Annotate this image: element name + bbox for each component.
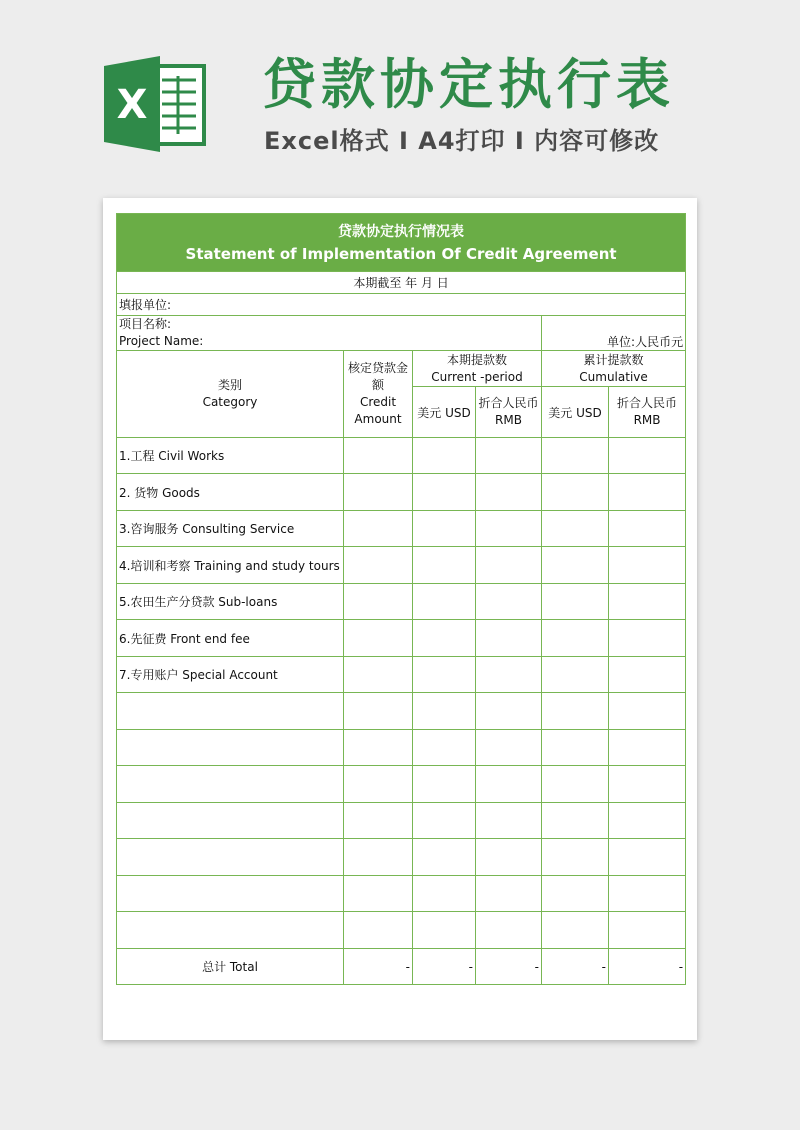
- data-cell[interactable]: [344, 657, 413, 693]
- data-cell[interactable]: [413, 584, 476, 620]
- data-cell[interactable]: [609, 912, 686, 949]
- table-row: [117, 876, 686, 912]
- data-cell[interactable]: [609, 547, 686, 584]
- data-cell[interactable]: [476, 730, 542, 766]
- category-cell[interactable]: 1.工程 Civil Works: [117, 438, 344, 474]
- table-row: [117, 693, 686, 730]
- table-row: [117, 620, 686, 657]
- excel-icon: [100, 56, 208, 152]
- data-cell[interactable]: [117, 912, 344, 949]
- cumulative-header-en: Cumulative: [579, 369, 648, 384]
- project-name-cell: [117, 316, 542, 351]
- data-cell[interactable]: [344, 438, 413, 474]
- data-cell[interactable]: [542, 876, 609, 912]
- table-row: [117, 511, 686, 547]
- data-cell[interactable]: [609, 474, 686, 511]
- data-cell[interactable]: [609, 657, 686, 693]
- credit-amount-header: [344, 351, 413, 438]
- data-cell[interactable]: [542, 511, 609, 547]
- data-cell[interactable]: [542, 839, 609, 876]
- table-row: [117, 912, 686, 949]
- data-cell[interactable]: [542, 620, 609, 657]
- credit-amount-header-cn: 核定贷款金额: [347, 361, 408, 392]
- data-cell[interactable]: [609, 730, 686, 766]
- data-cell[interactable]: [476, 620, 542, 657]
- table-row: [117, 657, 686, 693]
- data-cell[interactable]: [609, 876, 686, 912]
- data-cell[interactable]: [476, 766, 542, 803]
- category-cell[interactable]: 6.先征费 Front end fee: [117, 620, 344, 657]
- data-cell[interactable]: [344, 803, 413, 839]
- data-cell[interactable]: [413, 657, 476, 693]
- data-cell[interactable]: [344, 876, 413, 912]
- total-value[interactable]: -: [413, 949, 476, 985]
- current-usd-header: 美元 USD: [413, 387, 476, 438]
- data-cell[interactable]: [117, 730, 344, 766]
- fill-unit-cell: 填报单位:: [117, 294, 686, 316]
- table-row: [117, 474, 686, 511]
- current-period-header-cn: 本期提款数: [446, 352, 507, 367]
- sheet-title: [117, 214, 686, 272]
- data-cell[interactable]: [542, 730, 609, 766]
- data-cell[interactable]: [609, 693, 686, 730]
- data-cell[interactable]: [476, 547, 542, 584]
- data-cell[interactable]: [344, 839, 413, 876]
- data-cell[interactable]: [476, 657, 542, 693]
- data-cell[interactable]: [413, 730, 476, 766]
- data-cell[interactable]: [413, 912, 476, 949]
- unit-cell: 单位:人民币元: [542, 316, 686, 351]
- data-cell[interactable]: [413, 474, 476, 511]
- table-row: [117, 438, 686, 474]
- data-cell[interactable]: [117, 839, 344, 876]
- data-cell[interactable]: [542, 693, 609, 730]
- category-cell[interactable]: 3.咨询服务 Consulting Service: [117, 511, 344, 547]
- total-value[interactable]: -: [542, 949, 609, 985]
- data-cell[interactable]: [476, 584, 542, 620]
- data-cell[interactable]: [413, 511, 476, 547]
- cumulative-rmb-header-en: RMB: [633, 413, 661, 427]
- data-cell[interactable]: [117, 803, 344, 839]
- data-cell[interactable]: [542, 766, 609, 803]
- data-cell[interactable]: [609, 511, 686, 547]
- data-cell[interactable]: [344, 912, 413, 949]
- data-cell[interactable]: [609, 803, 686, 839]
- data-cell[interactable]: [413, 438, 476, 474]
- banner: [0, 0, 800, 190]
- category-cell[interactable]: 2. 货物 Goods: [117, 474, 344, 511]
- cumulative-usd-header: 美元 USD: [542, 387, 609, 438]
- data-cell[interactable]: [117, 693, 344, 730]
- data-cell[interactable]: [413, 620, 476, 657]
- data-cell[interactable]: [542, 584, 609, 620]
- data-cell[interactable]: [344, 766, 413, 803]
- total-value[interactable]: -: [344, 949, 413, 985]
- category-cell[interactable]: 5.农田生产分贷款 Sub-loans: [117, 584, 344, 620]
- data-cell[interactable]: [117, 876, 344, 912]
- total-row: [117, 949, 686, 985]
- banner-title: 贷款协定执行表: [262, 53, 675, 116]
- data-cell[interactable]: [476, 474, 542, 511]
- data-cell[interactable]: [117, 766, 344, 803]
- data-cell[interactable]: [344, 474, 413, 511]
- data-cell[interactable]: [542, 547, 609, 584]
- cumulative-rmb-header-cn: 折合人民币: [617, 396, 678, 410]
- data-cell[interactable]: [609, 584, 686, 620]
- data-cell[interactable]: [413, 766, 476, 803]
- data-cell[interactable]: [476, 438, 542, 474]
- banner-subtitle: Excel格式 I A4打印 I 内容可修改: [264, 127, 660, 155]
- data-cell[interactable]: [344, 730, 413, 766]
- spreadsheet-page: [103, 198, 697, 1040]
- data-cell[interactable]: [542, 803, 609, 839]
- table-row: [117, 584, 686, 620]
- data-cell[interactable]: [413, 693, 476, 730]
- svg-text:X: X: [116, 82, 148, 128]
- data-cell[interactable]: [476, 876, 542, 912]
- data-cell[interactable]: [542, 438, 609, 474]
- category-cell[interactable]: 4.培训和考察 Training and study tours: [117, 547, 344, 584]
- data-cell[interactable]: [609, 839, 686, 876]
- current-period-header-en: Current -period: [431, 369, 523, 384]
- data-cell[interactable]: [344, 547, 413, 584]
- total-value[interactable]: -: [609, 949, 686, 985]
- project-name-en: Project Name:: [119, 334, 204, 348]
- period-cell: 本期截至 年 月 日: [117, 272, 686, 294]
- data-cell[interactable]: [344, 584, 413, 620]
- credit-agreement-table: [116, 213, 686, 985]
- category-header-en: Category: [202, 395, 258, 409]
- category-header: [117, 351, 344, 438]
- category-cell[interactable]: 7.专用账户 Special Account: [117, 657, 344, 693]
- data-cell[interactable]: [344, 693, 413, 730]
- data-cell[interactable]: [609, 766, 686, 803]
- data-cell[interactable]: [344, 620, 413, 657]
- data-cell[interactable]: [542, 474, 609, 511]
- project-name-cn: 项目名称:: [119, 317, 172, 331]
- data-cell[interactable]: [476, 839, 542, 876]
- data-cell[interactable]: [609, 620, 686, 657]
- current-rmb-header: [476, 387, 542, 438]
- sheet-title-cn: 贷款协定执行情况表: [338, 223, 465, 240]
- data-cell[interactable]: [344, 511, 413, 547]
- data-cell[interactable]: [609, 438, 686, 474]
- table-row: [117, 839, 686, 876]
- credit-amount-header-en: Credit Amount: [354, 395, 402, 426]
- cumulative-header: [542, 351, 686, 387]
- data-cell[interactable]: [476, 511, 542, 547]
- category-header-cn: 类别: [217, 378, 242, 392]
- table-row: [117, 547, 686, 584]
- table-row: [117, 803, 686, 839]
- data-cell[interactable]: [476, 803, 542, 839]
- current-rmb-header-en: RMB: [495, 413, 522, 427]
- data-cell[interactable]: [413, 839, 476, 876]
- data-cell[interactable]: [476, 693, 542, 730]
- data-cell[interactable]: [476, 912, 542, 949]
- data-cell[interactable]: [413, 803, 476, 839]
- data-cell[interactable]: [413, 547, 476, 584]
- current-rmb-header-cn: 折合人民币: [478, 396, 539, 410]
- sheet-title-en: Statement of Implementation Of Credit Agreement: [185, 244, 617, 263]
- table-row: [117, 766, 686, 803]
- total-value[interactable]: -: [476, 949, 542, 985]
- current-period-header: [413, 351, 542, 387]
- table-row: [117, 730, 686, 766]
- cumulative-header-cn: 累计提款数: [583, 352, 644, 367]
- cumulative-rmb-header: [609, 387, 686, 438]
- total-label: 总计 Total: [117, 949, 344, 985]
- data-cell[interactable]: [542, 912, 609, 949]
- data-cell[interactable]: [413, 876, 476, 912]
- data-cell[interactable]: [542, 657, 609, 693]
